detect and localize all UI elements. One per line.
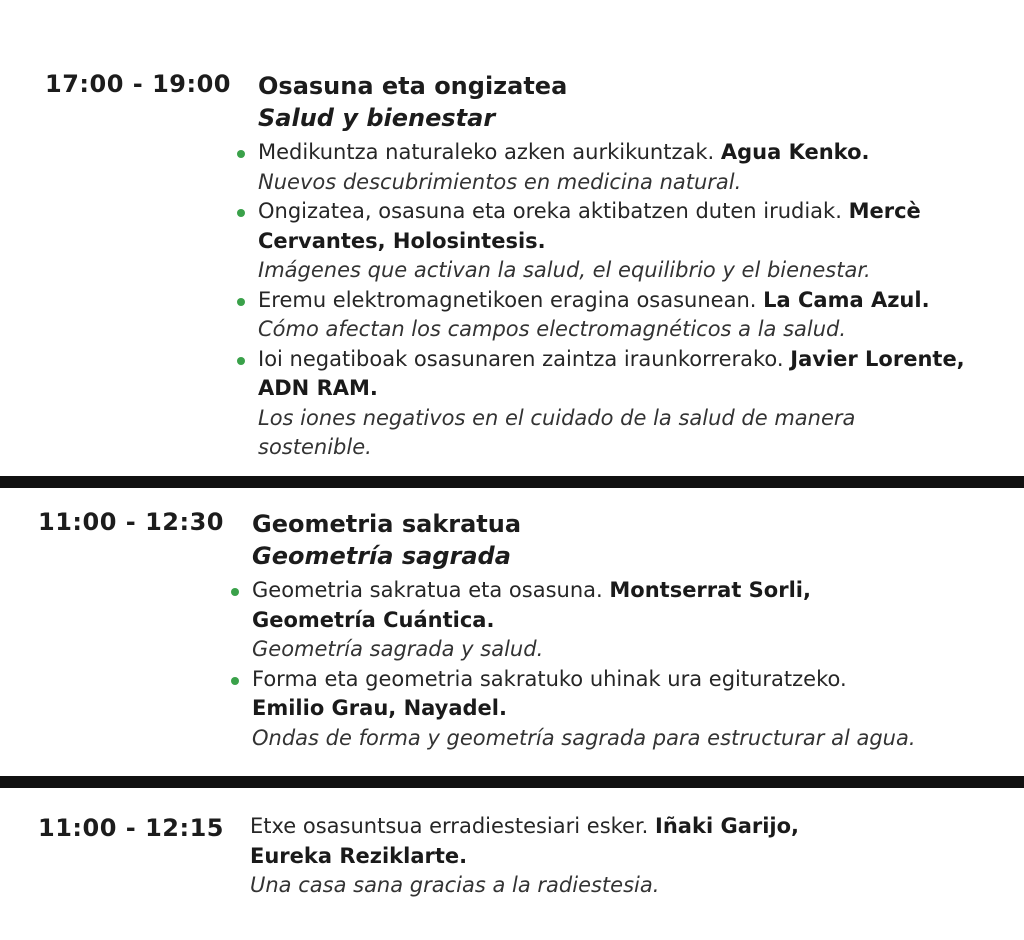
bullet-icon bbox=[237, 298, 245, 306]
session-time: 11:00 - 12:15 bbox=[38, 814, 224, 842]
list-item bbox=[250, 812, 850, 901]
session-time: 11:00 - 12:30 bbox=[38, 508, 224, 536]
talk-title: Medikuntza naturaleko azken aurkikuntzak. bbox=[258, 140, 715, 164]
talk-translation: Cómo afectan los campos electromagnéticos a la salud. bbox=[258, 317, 847, 341]
talk-translation: Nuevos descubrimientos en medicina natural. bbox=[258, 169, 742, 194]
session-subtitle: Salud y bienestar bbox=[258, 104, 496, 132]
session-subtitle: Geometría sagrada bbox=[252, 542, 511, 570]
talk-speaker: Mercè Cervantes, Holosintesis. bbox=[258, 199, 921, 253]
talk-speaker: Emilio Grau, Nayadel. bbox=[252, 696, 507, 720]
list-item bbox=[258, 197, 978, 286]
talk-title: Geometria sakratua eta osasuna. bbox=[252, 578, 603, 602]
session-time: 17:00 - 19:00 bbox=[45, 70, 231, 98]
talk-list bbox=[258, 138, 978, 463]
list-item bbox=[258, 345, 978, 463]
bullet-icon bbox=[231, 588, 239, 596]
section-divider bbox=[0, 776, 1024, 788]
bullet-icon bbox=[237, 150, 245, 158]
talk-speaker: La Cama Azul. bbox=[763, 287, 930, 312]
session-title: Osasuna eta ongizatea bbox=[258, 72, 568, 100]
talk-translation: Geometría sagrada y salud. bbox=[252, 637, 544, 661]
talk-title: Etxe osasuntsua erradiestesiari esker. bbox=[250, 814, 649, 838]
session-content bbox=[250, 812, 850, 901]
talk-speaker: Agua Kenko. bbox=[720, 140, 870, 164]
talk-title: Ioi negatiboak osasunaren zaintza iraunkorrerako. bbox=[258, 346, 784, 371]
talk-title: Ongizatea, osasuna eta oreka aktibatzen duten irudiak. bbox=[258, 199, 842, 223]
talk-translation: Los iones negativos en el cuidado de la salud de manera sostenible. bbox=[258, 405, 856, 459]
talk-translation: Una casa sana gracias a la radiestesia. bbox=[250, 873, 660, 897]
section-divider bbox=[0, 476, 1024, 488]
bullet-icon bbox=[237, 357, 245, 365]
talk-speaker: Iñaki Garijo, Eureka Reziklarte. bbox=[250, 814, 800, 868]
session-content bbox=[252, 508, 972, 753]
talk-speaker: Montserrat Sorli, Geometría Cuántica. bbox=[252, 578, 811, 632]
list-item bbox=[258, 286, 978, 345]
list-item bbox=[258, 138, 978, 197]
list-item bbox=[252, 665, 972, 754]
list-item bbox=[252, 576, 852, 665]
bullet-icon bbox=[231, 677, 239, 685]
talk-translation: Ondas de forma y geometría sagrada para estructurar al agua. bbox=[252, 725, 916, 750]
talk-title: Eremu elektromagnetikoen eragina osasunean. bbox=[258, 287, 757, 312]
talk-speaker: Javier Lorente, ADN RAM. bbox=[258, 346, 965, 400]
talk-title: Forma eta geometria sakratuko uhinak ura egituratzeko. bbox=[252, 666, 847, 691]
talk-translation: Imágenes que activan la salud, el equilibrio y el bienestar. bbox=[258, 258, 871, 282]
talk-list bbox=[252, 576, 972, 753]
session-content bbox=[258, 70, 978, 463]
bullet-icon bbox=[237, 209, 245, 217]
session-title: Geometria sakratua bbox=[252, 510, 522, 538]
